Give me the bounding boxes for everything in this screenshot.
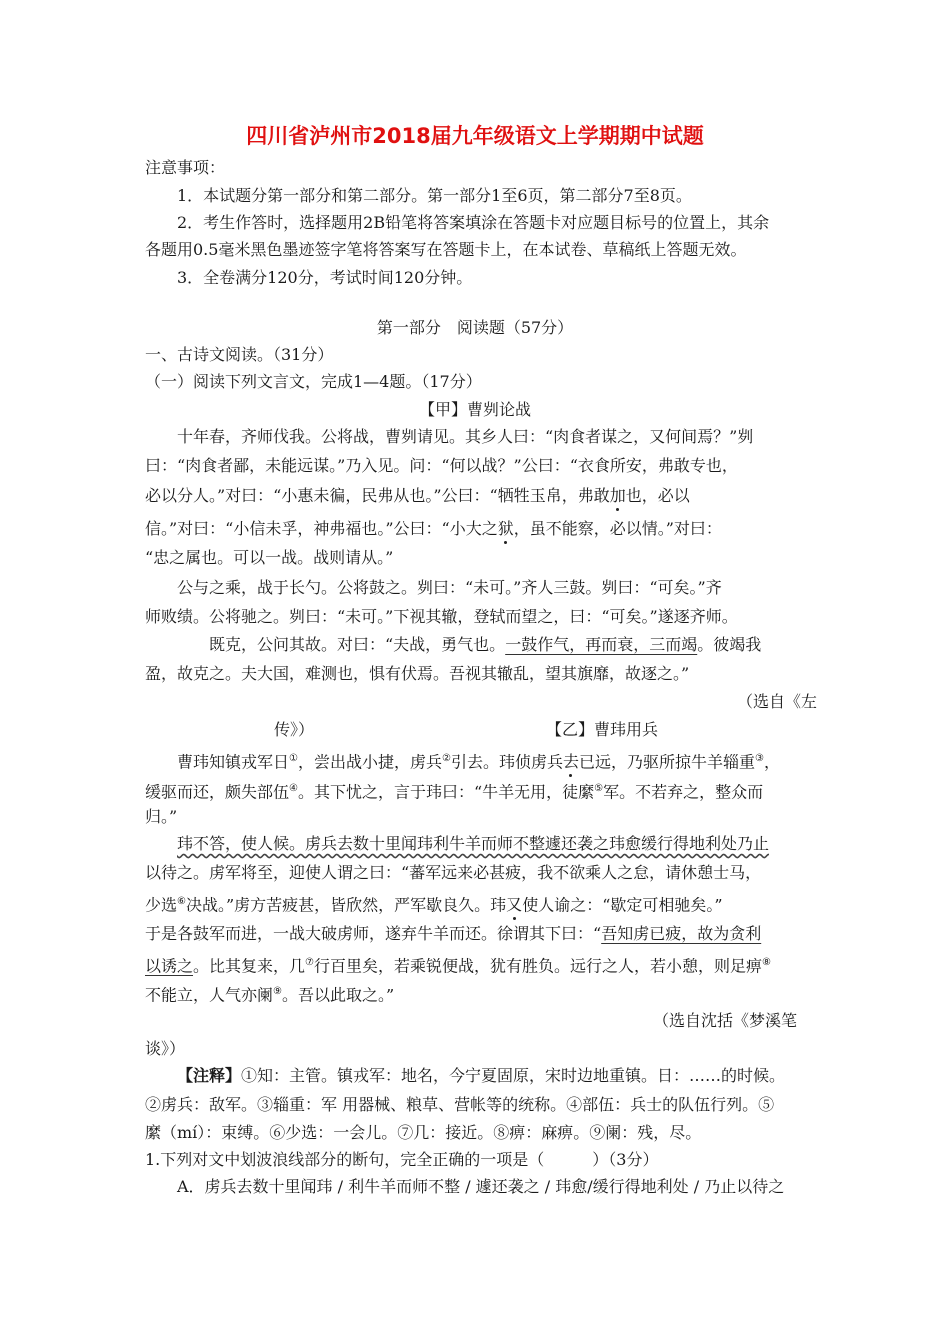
underlined-phrase: 以诱之 <box>145 956 194 976</box>
wavy-underlined-sentence: 玮不答，使人候。虏兵去数十里闻玮利牛羊而师不整遽还袭之玮愈缓行得地利处乃止 <box>177 834 770 853</box>
sub1-heading: （一）阅读下列文言文，完成1—4题。（17分） <box>145 372 482 391</box>
jia-line-3: 必以分人。”对曰：“小惠未徧，民弗从也。”公曰：“牺牲玉帛，弗敢加也，必以 <box>145 486 690 505</box>
jia-line-8: 既克，公问其故。对曰：“夫战，勇气也。一鼓作气，再而衰，三而竭。彼竭我 <box>209 635 762 654</box>
dotted-char: 狱 <box>497 519 514 538</box>
jia-source-b: 传》） <box>274 720 315 739</box>
yi-line-6: 少选⑥决战。”虏方苦疲甚，皆欣然，严军歇良久。玮又使人谕之：“歇定可相驰矣。” <box>145 895 723 915</box>
jia-line-2: 曰：“肉食者鄙，未能远谋。”乃入见。问：“何以战？”公曰：“衣食所安，弗敢专也， <box>145 456 738 475</box>
page-title: 四川省泸州市2018届九年级语文上学期期中试题 <box>246 124 704 148</box>
notes-label: 【注释】 <box>177 1066 242 1085</box>
notes-line-3: 縻（mí）：束缚。⑥少选：一会儿。⑦几：接近。⑧痹：麻痹。⑨阑：残，尽。 <box>145 1123 702 1142</box>
notice-item-1: 1．本试题分第一部分和第二部分。第一部分1至6页，第二部分7至8页。 <box>177 186 692 205</box>
notes-line-1: 【注释】①知：主管。镇戎军：地名，今宁夏固原，宋时边地重镇。日：……的时候。 <box>177 1066 786 1085</box>
yi-line-4 <box>177 834 769 854</box>
jia-line-1: 十年春，齐师伐我。公将战，曹刿请见。其乡人曰：“肉食者谋之，又何间焉？”刿 <box>177 427 754 446</box>
yi-line-5: 以待之。虏军将至，迎使人谓之曰：“蕃军远来必甚疲，我不欲乘人之怠，请休憩士马， <box>145 863 762 882</box>
yi-line-9: 不能立，人气亦阑⑨。吾以此取之。” <box>145 985 395 1005</box>
question-1-stem: 1.下列对文中划波浪线部分的断句，完全正确的一项是（ ）（3分） <box>145 1150 659 1169</box>
passage-jia-title: 【甲】曹刿论战 <box>418 400 531 419</box>
dotted-char: 又 <box>506 895 523 915</box>
jia-source-a: （选自《左 <box>737 692 818 711</box>
dotted-char: 加 <box>609 486 626 505</box>
dotted-char: 去 <box>562 752 579 772</box>
yi-source-a: （选自沈括《梦溪笔 <box>653 1011 798 1030</box>
underlined-phrase: 一鼓作气，再而衰，三而竭 <box>505 635 698 654</box>
section1-heading: 一、古诗文阅读。（31分） <box>145 345 334 364</box>
notice-heading: 注意事项： <box>145 158 226 177</box>
yi-line-2: 缓驱而还，颇失部伍④。其下忧之，言于玮曰：“牛羊无用，徒縻⑤军。不若弃之，整众而 <box>145 782 764 802</box>
part1-heading: 第一部分 阅读题（57分） <box>376 318 574 337</box>
notice-item-2b: 各题用0.5毫米黑色墨迹签字笔将答案写在答题卡上，在本试卷、草稿纸上答题无效。 <box>145 240 747 259</box>
jia-line-4: 信。”对曰：“小信未孚，神弗福也。”公曰：“小大之狱，虽不能察，必以情。”对曰： <box>145 519 722 538</box>
notice-item-2a: 2．考生作答时，选择题用2B铅笔将答案填涂在答题卡对应题目标号的位置上，其余 <box>177 213 770 232</box>
yi-line-8: 以诱之。比其复来，几⑦行百里矣，若乘锐便战，犹有胜负。远行之人，若小憩，则足痹⑧ <box>145 956 771 976</box>
question-1-option-a: A．虏兵去数十里闻玮 / 利牛羊而师不整 / 遽还袭之 / 玮愈/缓行得地利处 / 乃止以待之 <box>177 1177 785 1196</box>
jia-line-6: 公与之乘，战于长勺。公将鼓之。刿曰：“未可。”齐人三鼓。刿曰：“可矣。”齐 <box>177 578 722 597</box>
jia-line-5: “忠之属也。可以一战。战则请从。” <box>145 548 394 567</box>
notes-line-2: ②虏兵：敌军。③辎重：军 用器械、粮草、营帐等的统称。④部伍：兵士的队伍行列。⑤ <box>145 1095 775 1114</box>
jia-line-7: 师败绩。公将驰之。刿曰：“未可。”下视其辙，登轼而望之，曰：“可矣。”遂逐齐师。 <box>145 607 738 626</box>
yi-line-7: 于是各鼓军而进，一战大破虏师，遂弃牛羊而还。徐谓其下曰：“吾知虏已疲，故为贪利 <box>145 924 762 943</box>
passage-yi-title: 【乙】曹玮用兵 <box>546 720 659 739</box>
notice-item-3: 3．全卷满分120分，考试时间120分钟。 <box>177 268 473 287</box>
yi-line-1: 曹玮知镇戎军日①，尝出战小捷，虏兵②引去。玮侦虏兵去已远，乃驱所掠牛羊辎重③， <box>177 752 780 772</box>
underlined-phrase: 吾知虏已疲，故为贪利 <box>601 924 762 943</box>
jia-line-9: 盈，故克之。夫大国，难测也，惧有伏焉。吾视其辙乱，望其旗靡，故逐之。” <box>145 664 690 683</box>
yi-line-3: 归。” <box>145 807 178 826</box>
yi-source-b: 谈》） <box>145 1039 186 1058</box>
